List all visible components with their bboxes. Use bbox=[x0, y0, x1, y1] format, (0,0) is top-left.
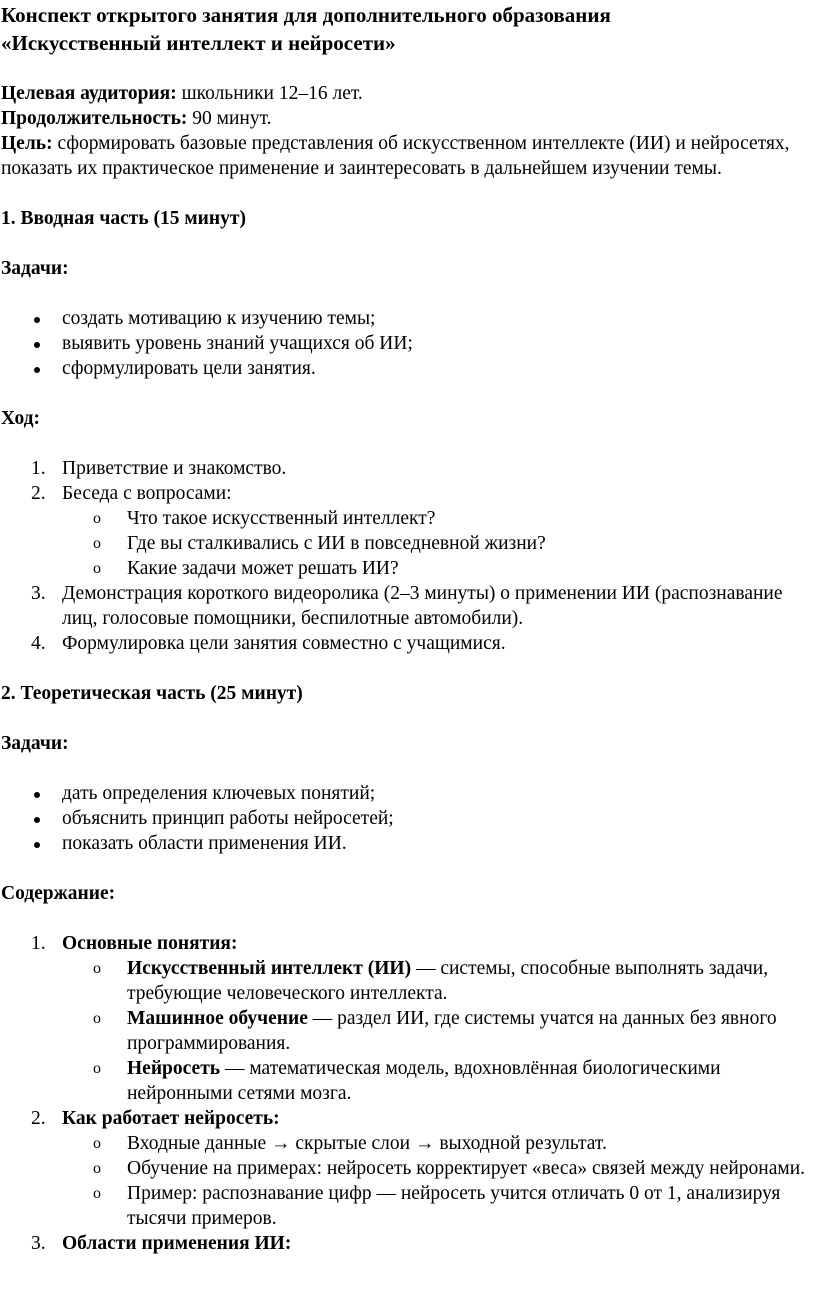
sublist-item: o Где вы сталкивались с ИИ в повседневной жизни? bbox=[1, 531, 806, 556]
list-item: создать мотивацию к изучению темы; bbox=[1, 306, 806, 331]
list-item bbox=[1, 1106, 806, 1231]
list-item: выявить уровень знаний учащихся об ИИ; bbox=[1, 331, 806, 356]
section-2-content-list bbox=[1, 931, 806, 1256]
sublist-item bbox=[1, 1056, 806, 1106]
sublist-item: o Какие задачи может решать ИИ? bbox=[1, 556, 806, 581]
sublist-item: o Пример: распознавание цифр — нейросеть учится отличать 0 от 1, анализируя тысячи примеров. bbox=[1, 1181, 806, 1231]
list-number: 2. bbox=[31, 1108, 46, 1129]
how-it-works-sublist bbox=[62, 1131, 806, 1231]
list-item bbox=[1, 931, 806, 1106]
list-number: 1. bbox=[31, 933, 46, 954]
sublist-item bbox=[1, 956, 806, 1006]
goal-line bbox=[1, 131, 806, 181]
audience-label: Целевая аудитория: bbox=[1, 83, 177, 104]
list-item: дать определения ключевых понятий; bbox=[1, 781, 806, 806]
section-1-tasks-list bbox=[1, 306, 806, 381]
definition: — математическая модель, вдохновлённая биологическими нейронными сетями мозга. bbox=[127, 1058, 721, 1104]
list-text: Формулировка цели занятия совместно с учащимися. bbox=[62, 633, 506, 654]
section-2-tasks-heading: Задачи: bbox=[1, 733, 69, 754]
goal-value: сформировать базовые представления об искусственном интеллекте (ИИ) и нейросетях, показать их практическое применение и заинтересовать в дальнейшем изучении темы. bbox=[1, 133, 790, 179]
sublist-item: o Обучение на примерах: нейросеть корректирует «веса» связей между нейронами. bbox=[1, 1156, 806, 1181]
duration-line bbox=[1, 106, 806, 131]
list-number: 4. bbox=[31, 633, 46, 654]
section-2-title: 2. Теоретическая часть (25 минут) bbox=[1, 683, 303, 704]
list-number: 2. bbox=[31, 483, 46, 504]
title-line-2: «Искусственный интеллект и нейросети» bbox=[1, 31, 396, 55]
audience-line bbox=[1, 81, 806, 106]
list-text: Демонстрация короткого видеоролика (2–3 минуты) о применении ИИ (распознавание лиц, голосовые помощники, беспилотные автомобили). bbox=[62, 583, 783, 629]
list-text: Приветствие и знакомство. bbox=[62, 458, 287, 479]
sublist-item: o Входные данные → скрытые слои → выходной результат. bbox=[1, 1131, 806, 1156]
audience-value: школьники 12–16 лет. bbox=[176, 83, 363, 104]
document-page bbox=[0, 1, 816, 1289]
goal-label: Цель: bbox=[1, 133, 53, 154]
list-item bbox=[1, 631, 806, 656]
sublist-item: o Что такое искусственный интеллект? bbox=[1, 506, 806, 531]
list-item: объяснить принцип работы нейросетей; bbox=[1, 806, 806, 831]
list-item: показать области применения ИИ. bbox=[1, 831, 806, 856]
list-item bbox=[1, 456, 806, 481]
term: Нейросеть bbox=[127, 1058, 221, 1079]
section-2-content-heading: Содержание: bbox=[1, 883, 116, 904]
definition: — системы, способные выполнять задачи, требующие человеческого интеллекта. bbox=[127, 958, 769, 1004]
sublist-item bbox=[1, 1006, 806, 1056]
section-1-tasks-heading: Задачи: bbox=[1, 258, 69, 279]
section-1-flow-heading: Ход: bbox=[1, 408, 41, 429]
list-item bbox=[1, 581, 806, 631]
list-item bbox=[1, 1231, 806, 1256]
section-1-title: 1. Вводная часть (15 минут) bbox=[1, 208, 246, 229]
concepts-sublist bbox=[62, 956, 806, 1106]
term: Искусственный интеллект (ИИ) bbox=[127, 958, 412, 979]
list-text: Беседа с вопросами: bbox=[62, 483, 232, 504]
list-label: Основные понятия: bbox=[62, 933, 238, 954]
list-label: Как работает нейросеть: bbox=[62, 1108, 280, 1129]
list-item bbox=[1, 481, 806, 581]
questions-sublist bbox=[62, 506, 806, 581]
title-line-1: Конспект открытого занятия для дополнительного образования bbox=[1, 3, 611, 27]
duration-value: 90 минут. bbox=[187, 108, 272, 129]
section-2-tasks-list bbox=[1, 781, 806, 856]
term: Машинное обучение bbox=[127, 1008, 308, 1029]
section-1-flow-list bbox=[1, 456, 806, 656]
list-number: 3. bbox=[31, 1233, 46, 1254]
document-title bbox=[1, 1, 806, 57]
list-label: Области применения ИИ: bbox=[62, 1233, 292, 1254]
list-item: сформулировать цели занятия. bbox=[1, 356, 806, 381]
list-number: 3. bbox=[31, 583, 46, 604]
lesson-meta bbox=[1, 81, 806, 181]
list-number: 1. bbox=[31, 458, 46, 479]
duration-label: Продолжительность: bbox=[1, 108, 188, 129]
definition: — раздел ИИ, где системы учатся на данных без явного программирования. bbox=[127, 1008, 777, 1054]
